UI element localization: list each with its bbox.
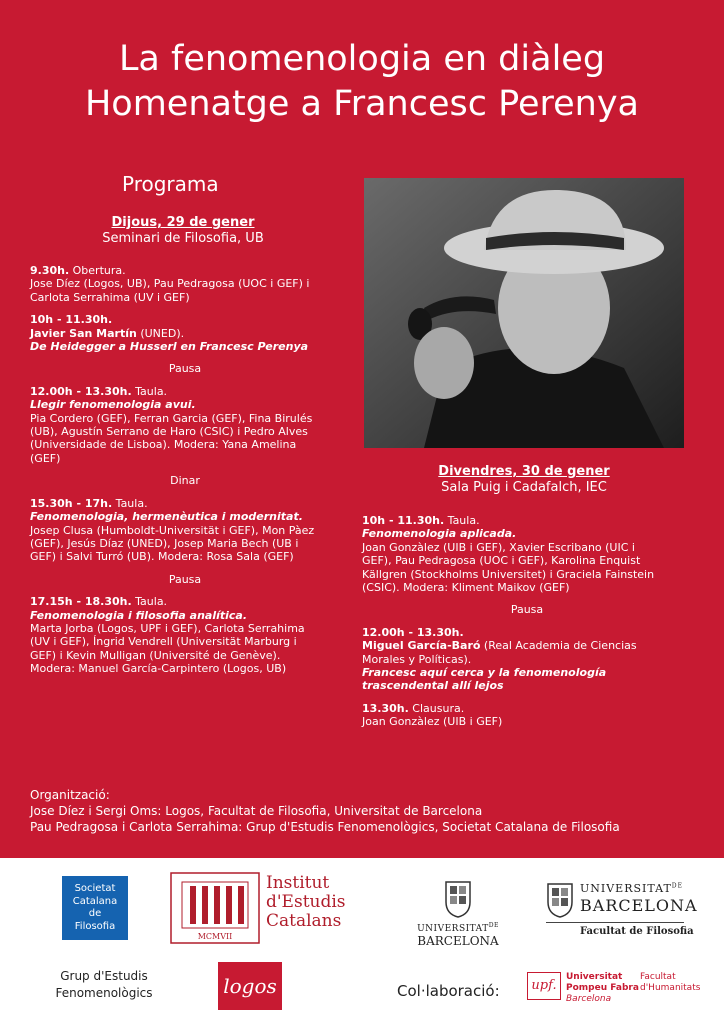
organization-heading: Organització: bbox=[30, 788, 110, 802]
organization-line: Pau Pedragosa i Carlota Serrahima: Grup d'Estudis Fenomenològics, Societat Catalana de Filosofia bbox=[30, 820, 620, 834]
day2-schedule bbox=[362, 514, 692, 738]
upf-wordmark bbox=[566, 972, 639, 1005]
scf-logo-text: de bbox=[88, 908, 102, 919]
schedule-item bbox=[30, 595, 340, 675]
upf-wordmark-line: Barcelona bbox=[566, 994, 612, 1004]
ub-logo-small bbox=[408, 880, 508, 948]
item-line: Marta Jorba (Logos, UPF i GEF), Carlota Serrahima bbox=[30, 621, 305, 635]
day2-header bbox=[364, 464, 684, 496]
scf-logo-text: Societat bbox=[74, 883, 116, 894]
schedule-item bbox=[362, 626, 692, 693]
item-talk: Fenomenologia, hermenèutica i modernitat. bbox=[30, 510, 303, 524]
logos-logo: logos bbox=[218, 962, 282, 1010]
ub-small-city: BARCELONA bbox=[417, 934, 499, 948]
item-line: GEF) i Salvi Turró (UB). Modera: Rosa Sala (GEF) bbox=[30, 550, 294, 564]
item-time: 10h - 11.30h. bbox=[362, 514, 445, 527]
item-label: Taula. bbox=[112, 496, 148, 510]
day1-venue: Seminari de Filosofia, UB bbox=[102, 231, 264, 246]
collaboration-label: Col·laboració: bbox=[397, 982, 500, 1000]
iec-wordmark-line: Catalans bbox=[266, 911, 342, 931]
item-talk: De Heidegger a Husserl en Francesc Perenya bbox=[30, 340, 309, 354]
fh-wordmark-line: d'Humanitats bbox=[640, 983, 701, 993]
title-line-2: Homenatge a Francesc Perenya bbox=[84, 84, 640, 124]
pause-label: Pausa bbox=[510, 603, 544, 617]
item-label: Taula. bbox=[444, 514, 480, 527]
item-line: Modera: Manuel García-Carpintero (Logos, UB) bbox=[30, 662, 287, 676]
logo-strip bbox=[0, 858, 724, 1024]
ub-crest-icon bbox=[546, 882, 574, 918]
gef-logo bbox=[54, 968, 154, 1002]
scf-logo-text: Catalana bbox=[72, 895, 118, 907]
day1-header bbox=[30, 215, 336, 247]
item-line: Joan Gonzàlez (UIB i GEF) bbox=[362, 715, 503, 729]
item-time: 10h - 11.30h. bbox=[30, 313, 113, 327]
item-line: Pia Cordero (GEF), Ferran Garcia (GEF), Fina Birulés bbox=[30, 411, 313, 425]
ub-large-word: UNIVERSITAT bbox=[580, 882, 672, 895]
pause-label: Pausa bbox=[168, 362, 202, 376]
programa-heading: Programa bbox=[122, 172, 219, 196]
item-line: (GEF), Jesús Díaz (UNED), Josep Maria Bech (UB i bbox=[30, 536, 299, 550]
schedule-item bbox=[362, 702, 692, 729]
schedule-item bbox=[30, 497, 340, 564]
item-label: Clausura. bbox=[408, 701, 465, 715]
pause-label: Dinar bbox=[170, 474, 200, 488]
item-speaker: Miguel García-Baró bbox=[362, 639, 481, 653]
upf-wordmark-line: Universitat bbox=[566, 972, 623, 982]
organization bbox=[30, 787, 620, 835]
divider bbox=[546, 922, 684, 923]
item-speaker: Javier San Martín bbox=[30, 326, 137, 340]
scf-logo-text: Filosofia bbox=[74, 920, 116, 932]
item-talk: Fenomenologia i filosofia analítica. bbox=[30, 608, 248, 622]
day1-date: Dijous, 29 de gener bbox=[111, 215, 255, 230]
item-line: (Universidade de Lisboa). Modera: Yana Amelina bbox=[30, 438, 297, 452]
item-talk: Fenomenologia aplicada. bbox=[362, 527, 517, 541]
fh-wordmark-line: Facultat bbox=[640, 972, 676, 982]
item-talk: Llegir fenomenologia avui. bbox=[30, 398, 196, 412]
item-line: (UV i GEF), Íngrid Vendrell (Universität Marburg i bbox=[30, 635, 297, 649]
iec-wordmark-line: Institut bbox=[266, 873, 330, 893]
item-line: Joan Gonzàlez (UIB i GEF), Xavier Escribano (UIC i bbox=[362, 540, 635, 554]
item-affiliation: (UNED). bbox=[136, 326, 185, 340]
iec-wordmark bbox=[266, 874, 346, 931]
day2-venue: Sala Puig i Cadafalch, IEC bbox=[441, 480, 607, 495]
upf-wordmark-line: Pompeu Fabra bbox=[566, 983, 639, 993]
schedule-item bbox=[30, 264, 340, 304]
item-time: 17.15h - 18.30h. bbox=[30, 595, 132, 609]
iec-seal-logo bbox=[170, 872, 260, 944]
item-affiliation-cont: Morales y Políticas). bbox=[362, 652, 472, 666]
day2-date: Divendres, 30 de gener bbox=[438, 464, 610, 479]
item-time: 9.30h. bbox=[30, 264, 70, 277]
item-talk: Francesc aquí cerca y la fenomenología bbox=[362, 666, 607, 680]
item-talk: trascendental allí lejos bbox=[362, 679, 504, 693]
iec-wordmark-line: d'Estudis bbox=[266, 892, 346, 912]
item-line: Josep Clusa (Humboldt-Universität i GEF), Mon Pàez bbox=[30, 523, 315, 537]
title-line-1: La fenomenologia en diàleg bbox=[118, 39, 606, 79]
item-label: Taula. bbox=[131, 595, 168, 609]
item-line: Källgren (Stockholms Universitet) i Graciela Fainstein bbox=[362, 567, 655, 581]
item-label: Obertura. bbox=[69, 264, 126, 277]
item-line: (GEF) bbox=[30, 451, 61, 465]
item-line: Carlota Serrahima (UV i GEF) bbox=[30, 290, 190, 304]
item-time: 13.30h. bbox=[362, 701, 409, 715]
iec-seal-year: MCMVII bbox=[197, 932, 233, 941]
item-line: (UB), Agustín Serrano de Haro (CSIC) i Pedro Alves bbox=[30, 425, 308, 439]
portrait-illustration bbox=[364, 178, 684, 448]
gef-logo-text: Grup d'Estudis bbox=[60, 969, 148, 983]
organization-line: Jose Díez i Sergi Oms: Logos, Facultat de Filosofia, Universitat de Barcelona bbox=[30, 804, 483, 818]
ub-small-de: DE bbox=[488, 922, 499, 929]
item-time: 12.00h - 13.30h. bbox=[362, 625, 464, 639]
portrait-photo bbox=[364, 178, 684, 448]
pause-label: Pausa bbox=[168, 572, 202, 586]
ub-large-city: BARCELONA bbox=[580, 896, 698, 915]
item-line: GEF) i Kevin Mulligan (Université de Genève). bbox=[30, 648, 281, 662]
item-time: 12.00h - 13.30h. bbox=[30, 384, 132, 398]
schedule-item bbox=[362, 514, 692, 594]
ub-large-de: DE bbox=[671, 882, 683, 890]
item-line: (CSIC). Modera: Kliment Maikov (GEF) bbox=[362, 581, 570, 595]
upf-mark: upf. bbox=[527, 972, 561, 1000]
item-label: Taula. bbox=[131, 384, 168, 398]
day1-schedule bbox=[30, 264, 340, 685]
scf-logo bbox=[62, 876, 128, 940]
schedule-item bbox=[30, 385, 340, 465]
item-affiliation: (Real Academia de Ciencias bbox=[480, 639, 637, 653]
schedule-item bbox=[30, 313, 340, 353]
humanities-faculty-wordmark bbox=[640, 972, 700, 994]
item-time: 15.30h - 17h. bbox=[30, 496, 113, 510]
gef-logo-text: Fenomenològics bbox=[55, 986, 153, 1000]
ub-crest-icon bbox=[444, 880, 472, 918]
ub-faculty-name: Facultat de Filosofia bbox=[580, 926, 694, 937]
item-line: Jose Díez (Logos, UB), Pau Pedragosa (UOC i GEF) i bbox=[30, 277, 310, 291]
ub-small-word: UNIVERSITAT bbox=[417, 924, 489, 934]
item-line: GEF), Pau Pedragosa (UOC i GEF), Karolina Enquist bbox=[362, 554, 641, 568]
